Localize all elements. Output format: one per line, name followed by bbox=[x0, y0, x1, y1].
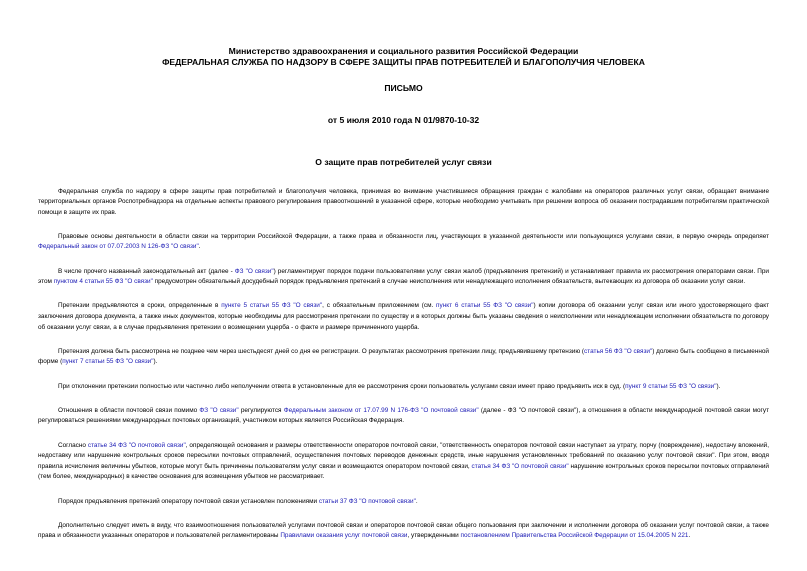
paragraph-text: Федеральная служба по надзору в сфере защиты прав потребителей и благополучия человека, принимая во внимание участившиеся обращения граждан с жалобами на операторов различных услуг связи, обращает внимание территориальных органов Роспотребнадзора на отдельные аспекты правового регулирования правоотношений в указанной сфере, которые необходимо учитывать при решении вопроса об оказании пострадавшим потребителям практической помощи в защите их прав. bbox=[38, 187, 769, 216]
law-reference-link[interactable]: постановлением Правительства Российской Федерации от 15.04.2005 N 221 bbox=[460, 532, 689, 540]
law-reference-link[interactable]: пунктом 4 статьи 55 ФЗ "О связи" bbox=[53, 278, 153, 286]
paragraph-text: При отклонении претензии полностью или частично либо неполучении ответа в установленные для ее рассмотрения сроки пользователь услугами связи имеет право предъявить иск в суд. ( bbox=[58, 382, 626, 390]
paragraph-10 bbox=[38, 521, 769, 542]
paragraph-1 bbox=[38, 187, 769, 219]
paragraph-text: ) должно быть сообщено в письменной форме ( bbox=[38, 347, 769, 366]
paragraph-text: , с обязательным приложением (см. bbox=[322, 302, 437, 310]
law-reference-link[interactable]: пункт 7 статьи 55 ФЗ "О связи" bbox=[62, 358, 154, 366]
law-reference-link[interactable]: ФЗ "О связи" bbox=[234, 267, 274, 275]
paragraph-8 bbox=[38, 441, 769, 483]
paragraph-3 bbox=[38, 267, 769, 288]
paragraph-text: нарушение контрольных сроков пересылки почтовых отправлений (тем более, международных) в качестве основания для возмещения убытков не рассматривает. bbox=[38, 462, 769, 481]
ministry-name: Министерство здравоохранения и социального развития Российской Федерации bbox=[228, 46, 579, 56]
paragraph-text: предусмотрен обязательный досудебный порядок предъявления претензий в случае неисполнения или ненадлежащего исполнения обязательств, вытекающих из договора об оказании услуг связи. bbox=[152, 278, 746, 286]
paragraph-text: Претензия должна быть рассмотрена не позднее чем через шестьдесят дней со дня ее регистрации. О результатах рассмотрения претензии лицу, предъявившему претензию ( bbox=[58, 347, 585, 355]
letter-body bbox=[38, 187, 769, 542]
paragraph-text: , определяющей основания и размеры ответственности операторов почтовой связи, "ответственность операторов почтовой связи наступает за утрату, порчу (повреждение), недостачу вложений, недоставку или нарушение контрольных сроков пересылки почтовых отправлений, осуществления почтовых переводов денежных средств, иные нарушения установленных требований по оказанию услуг почтовой связи". При этом, вводя правила исчисления величины убытков, которые могут быть причинены пользователям услуг связи и возмещаются оператором почтовой связи, bbox=[38, 441, 770, 470]
law-reference-link[interactable]: статья 34 ФЗ "О почтовой связи" bbox=[471, 462, 569, 470]
paragraph-text: Согласно bbox=[58, 441, 88, 449]
document-date-number: от 5 июля 2010 года N 01/9870-10-32 bbox=[327, 114, 480, 125]
paragraph-2 bbox=[38, 232, 769, 253]
paragraph-text: Претензии предъявляются в сроки, определенные в bbox=[58, 302, 222, 310]
paragraph-5 bbox=[38, 347, 769, 368]
paragraph-text: ) регламентирует порядок подачи пользователями услуг связи жалоб (предъявления претензий) и устанавливает правила их рассмотрения операторами связи. При этом bbox=[38, 267, 769, 286]
law-reference-link[interactable]: статьи 37 ФЗ "О почтовой связи" bbox=[318, 497, 416, 505]
law-reference-link[interactable]: статья 56 ФЗ "О связи" bbox=[584, 347, 653, 355]
law-reference-link[interactable]: Федеральным законом от 17.07.99 N 176-ФЗ "О почтовой связи" bbox=[283, 406, 479, 414]
law-reference-link[interactable]: Федеральный закон от 07.07.2003 N 126-ФЗ "О связи" bbox=[38, 243, 199, 251]
document-type: ПИСЬМО bbox=[384, 83, 423, 93]
law-reference-link[interactable]: пункте 5 статьи 55 ФЗ "О связи" bbox=[221, 302, 323, 310]
law-reference-link[interactable]: статье 34 ФЗ "О почтовой связи" bbox=[87, 441, 186, 449]
paragraph-text: ). bbox=[716, 382, 721, 390]
paragraph-text: Дополнительно следует иметь в виду, что взаимоотношения пользователей услугами почтовой связи и операторов почтовой связи общего пользования при заключении и исполнении договора об оказании услуг почтовой связи, а также права и обязанности указанных операторов и пользователей регламентированы bbox=[38, 521, 769, 540]
paragraph-text: Порядок предъявления претензий оператору почтовой связи установлен положениями bbox=[58, 497, 319, 505]
paragraph-6 bbox=[38, 382, 769, 393]
service-name: ФЕДЕРАЛЬНАЯ СЛУЖБА ПО НАДЗОРУ В СФЕРЕ ЗАЩИТЫ ПРАВ ПОТРЕБИТЕЛЕЙ И БЛАГОПОЛУЧИЯ ЧЕЛОВЕКА bbox=[162, 56, 645, 67]
paragraph-text: . bbox=[688, 532, 691, 540]
paragraph-text: . bbox=[415, 497, 418, 505]
law-reference-link[interactable]: ФЗ "О связи" bbox=[199, 406, 239, 414]
paragraph-9 bbox=[38, 497, 769, 508]
paragraph-text: . bbox=[198, 243, 201, 251]
paragraph-4 bbox=[38, 301, 769, 333]
law-reference-link[interactable]: пункт 9 статьи 55 ФЗ "О связи" bbox=[625, 382, 717, 390]
paragraph-text: Отношения в области почтовой связи помимо bbox=[58, 406, 200, 414]
law-reference-link[interactable]: пункт 6 статьи 55 ФЗ "О связи" bbox=[436, 302, 534, 310]
paragraph-text: В числе прочего названный законодательный акт (далее - bbox=[58, 267, 235, 275]
paragraph-text: Правовые основы деятельности в области связи на территории Российской Федерации, а также права и обязанности лиц, участвующих в указанной деятельности или пользующихся услугами связи, в первую очередь определяет bbox=[58, 232, 769, 240]
paragraph-text: ) копии договора об оказании услуг связи или иного удостоверяющего факт заключения договора документа, а также иных документов, которые необходимы для рассмотрения претензии по существу и в которых должны быть указаны сведения о неисполнении или ненадлежащем исполнении обязательств по договору об оказании услуг связи, а в случае предъявления претензии о возмещении ущерба - о факте и размере причиненного ущерба. bbox=[38, 302, 769, 331]
law-reference-link[interactable]: Правилами оказания услуг почтовой связи bbox=[280, 532, 408, 540]
paragraph-text: регулируются bbox=[238, 406, 284, 414]
paragraph-7 bbox=[38, 406, 769, 427]
document-subject: О защите прав потребителей услуг связи bbox=[315, 157, 492, 167]
paragraph-text: , утвержденными bbox=[407, 532, 461, 540]
paragraph-text: (далее - ФЗ "О почтовой связи"), а отношения в области международной почтовой связи могут регулироваться решениями международных почтовых организаций, участником которых является Российская Федерация. bbox=[38, 406, 770, 425]
paragraph-text: ). bbox=[153, 358, 158, 366]
